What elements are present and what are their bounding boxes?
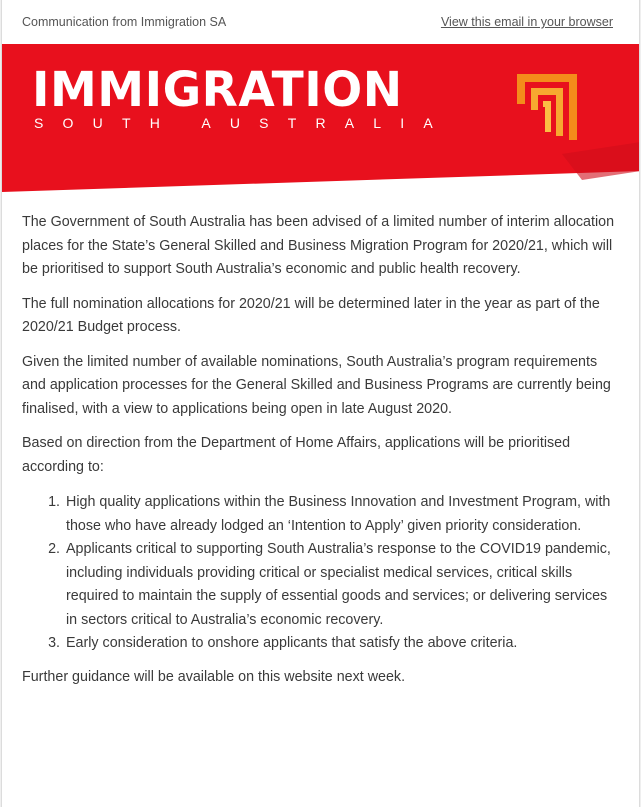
email-container — [1, 0, 640, 807]
paragraph-2: The full nomination allocations for 2020/21 will be determined later in the year as part of the 2020/21 Budget process. — [22, 295, 600, 335]
view-in-browser-link[interactable]: View this email in your browser — [440, 15, 613, 29]
list-item: 1. High quality applications within the Business Innovation and Investment Program, with those who have already lodged an ‘Intention to Apply’ given priority consideration. — [64, 491, 619, 538]
priority-list — [22, 491, 619, 656]
preheader-from-text: Communication from Immigration SA — [22, 15, 227, 29]
header-banner — [2, 44, 639, 194]
brand-sub-text: SOUTH AUSTRALIA — [34, 115, 452, 131]
list-item: 3. Early consideration to onshore applicants that satisfy the above criteria. — [64, 632, 619, 656]
paragraph-4: Based on direction from the Department of Home Affairs, applications will be prioritised according to: — [22, 435, 571, 475]
preheader — [2, 0, 639, 44]
closing-paragraph: Further guidance will be available on this website next week. — [22, 668, 406, 685]
paragraph-1: The Government of South Australia has been advised of a limited number of interim allocation places for the State’s General Skilled and Business Migration Program for 2020/21, which will be prioritised to support South Australia’s economic and public health recovery. — [22, 214, 615, 277]
list-item: 2. Applicants critical to supporting South Australia’s response to the COVID19 pandemic, including individuals providing critical or specialist medical services, critical skills required to maintain the supply of essential goods and services; or delivering services in sectors critical to Australia’s economic recovery. — [64, 538, 619, 632]
brand-main-text: IMMIGRATION — [32, 62, 403, 118]
brand-wordmark — [32, 62, 452, 132]
email-body — [2, 194, 639, 689]
paragraph-3: Given the limited number of available nominations, South Australia’s program requirements and application processes for the General Skilled and Business Programs are currently being finalised, with a view to applications being open in late August 2020. — [22, 353, 611, 417]
nested-orange-bracket-icon — [515, 70, 579, 142]
